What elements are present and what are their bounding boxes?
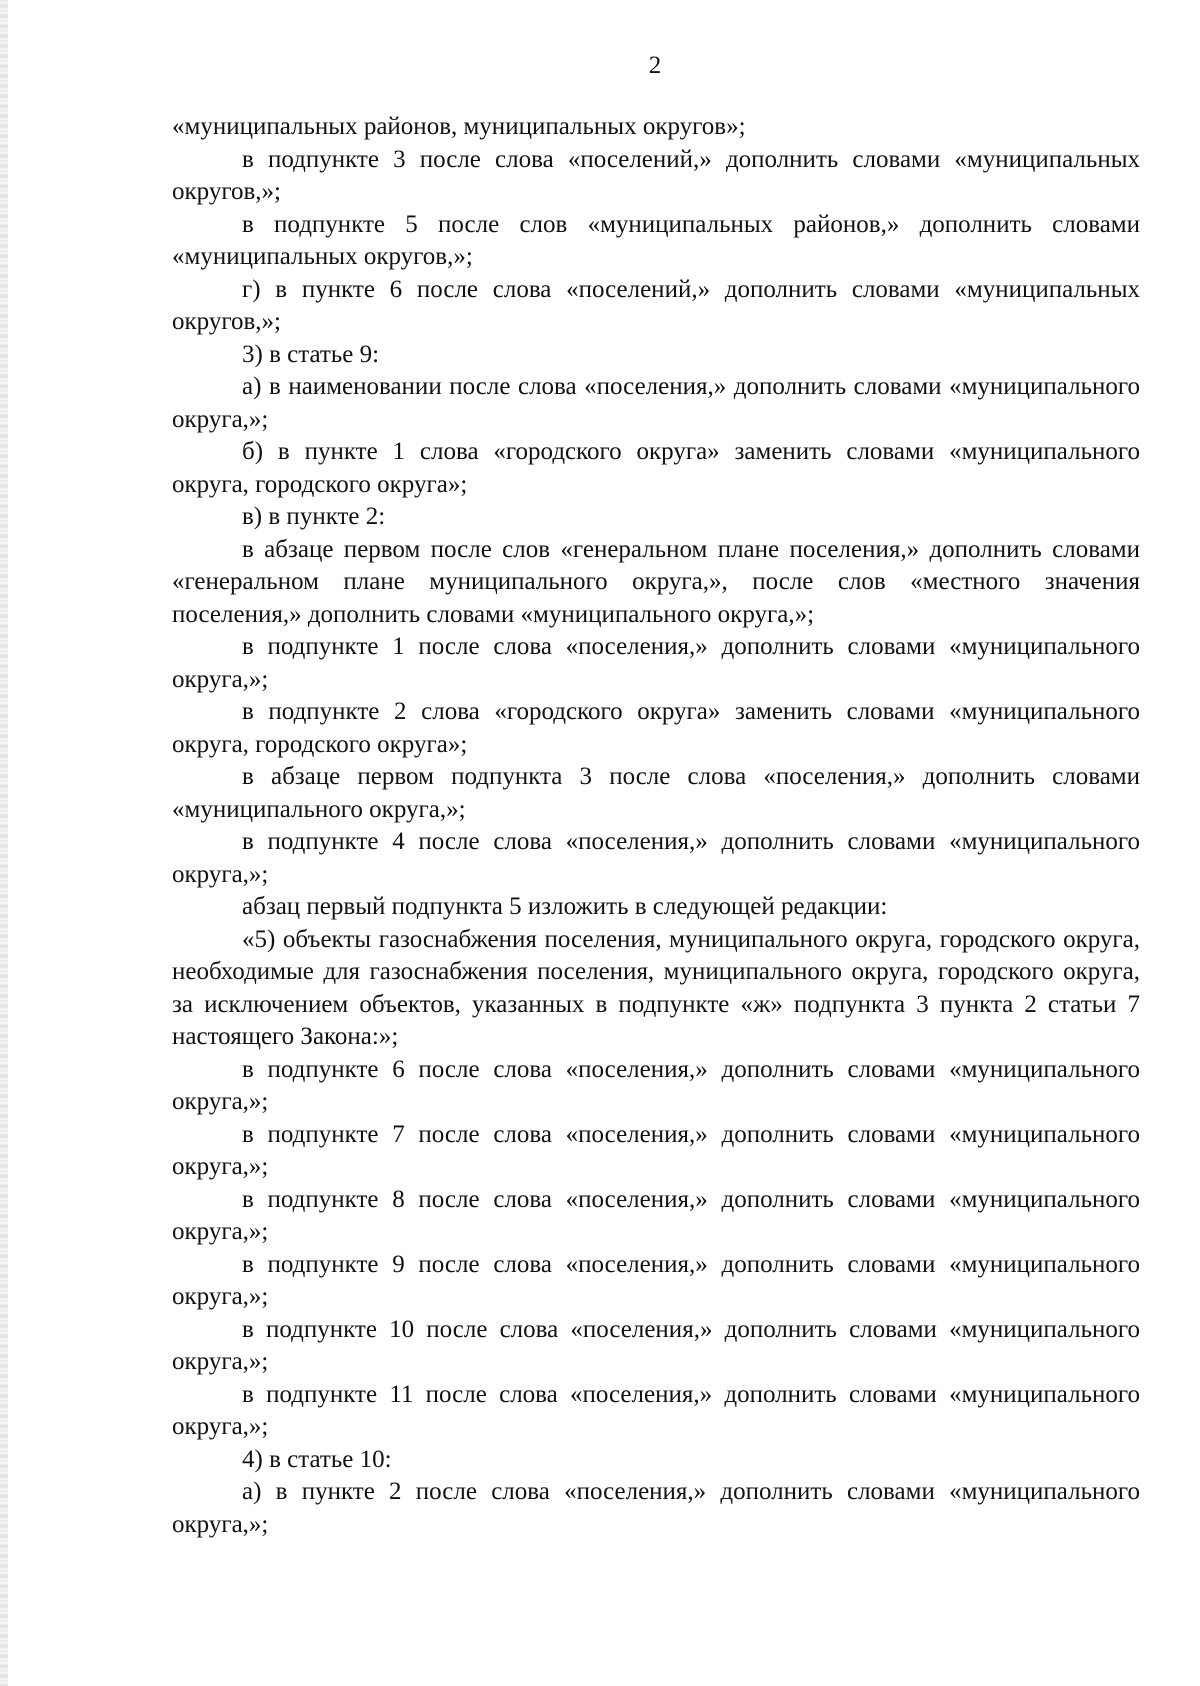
paragraph: б) в пункте 1 слова «городского округа» заменить словами «муниципального округа, городского округа»; — [172, 438, 1140, 498]
paragraph: в подпункте 4 после слова «поселения,» дополнить словами «муниципального округа,»; — [172, 828, 1140, 888]
paragraph: в подпункте 7 после слова «поселения,» дополнить словами «муниципального округа,»; — [172, 1120, 1140, 1180]
paragraph: в подпункте 8 после слова «поселения,» дополнить словами «муниципального округа,»; — [172, 1185, 1140, 1245]
paragraph: в абзаце первом подпункта 3 после слова «поселения,» дополнить словами «муниципального округа,»; — [172, 763, 1140, 823]
paragraph: в подпункте 3 после слова «поселений,» дополнить словами «муниципальных округов,»; — [172, 145, 1140, 205]
paragraph: в подпункте 6 после слова «поселения,» дополнить словами «муниципального округа,»; — [172, 1055, 1140, 1115]
paragraph: «муниципальных районов, муниципальных округов»; — [172, 113, 746, 140]
paragraph: а) в наименовании после слова «поселения,» дополнить словами «муниципального округа,»; — [172, 373, 1140, 433]
paragraph: а) в пункте 2 после слова «поселения,» дополнить словами «муниципального округа,»; — [172, 1478, 1140, 1538]
paragraph: абзац первый подпункта 5 изложить в следующей редакции: — [242, 893, 888, 920]
paragraph: в подпункте 5 после слов «муниципальных районов,» дополнить словами «муниципальных округов,»; — [172, 210, 1140, 270]
paragraph: в подпункте 10 после слова «поселения,» дополнить словами «муниципального округа,»; — [172, 1315, 1140, 1375]
paragraph: в подпункте 11 после слова «поселения,» дополнить словами «муниципального округа,»; — [172, 1380, 1140, 1440]
paragraph: в абзаце первом после слов «генеральном плане поселения,» дополнить словами «генеральном плане муниципального округа,», после слов «местного значения поселения,» дополнить словами «муниципального округа,»; — [172, 535, 1140, 628]
paragraph: в подпункте 9 после слова «поселения,» дополнить словами «муниципального округа,»; — [172, 1250, 1140, 1310]
paragraph: в) в пункте 2: — [242, 503, 386, 530]
paragraph: г) в пункте 6 после слова «поселений,» дополнить словами «муниципальных округов,»; — [172, 275, 1140, 335]
document-body — [172, 111, 1140, 1541]
paragraph: 4) в статье 10: — [242, 1445, 392, 1473]
scan-edge-shadow — [0, 0, 8, 1686]
paragraph: в подпункте 2 слова «городского округа» заменить словами «муниципального округа, городского округа»; — [172, 698, 1140, 758]
paragraph: в подпункте 1 после слова «поселения,» дополнить словами «муниципального округа,»; — [172, 633, 1140, 693]
paragraph: 3) в статье 9: — [242, 340, 380, 368]
page-number: 2 — [648, 52, 662, 79]
paragraph: «5) объекты газоснабжения поселения, муниципального округа, городского округа, необходимые для газоснабжения поселения, муниципального округа, городского округа, за исключением объектов, указанных в подпункте «ж» подпункта 3 пункта 2 статьи 7 настоящего Закона:»; — [172, 925, 1140, 1050]
